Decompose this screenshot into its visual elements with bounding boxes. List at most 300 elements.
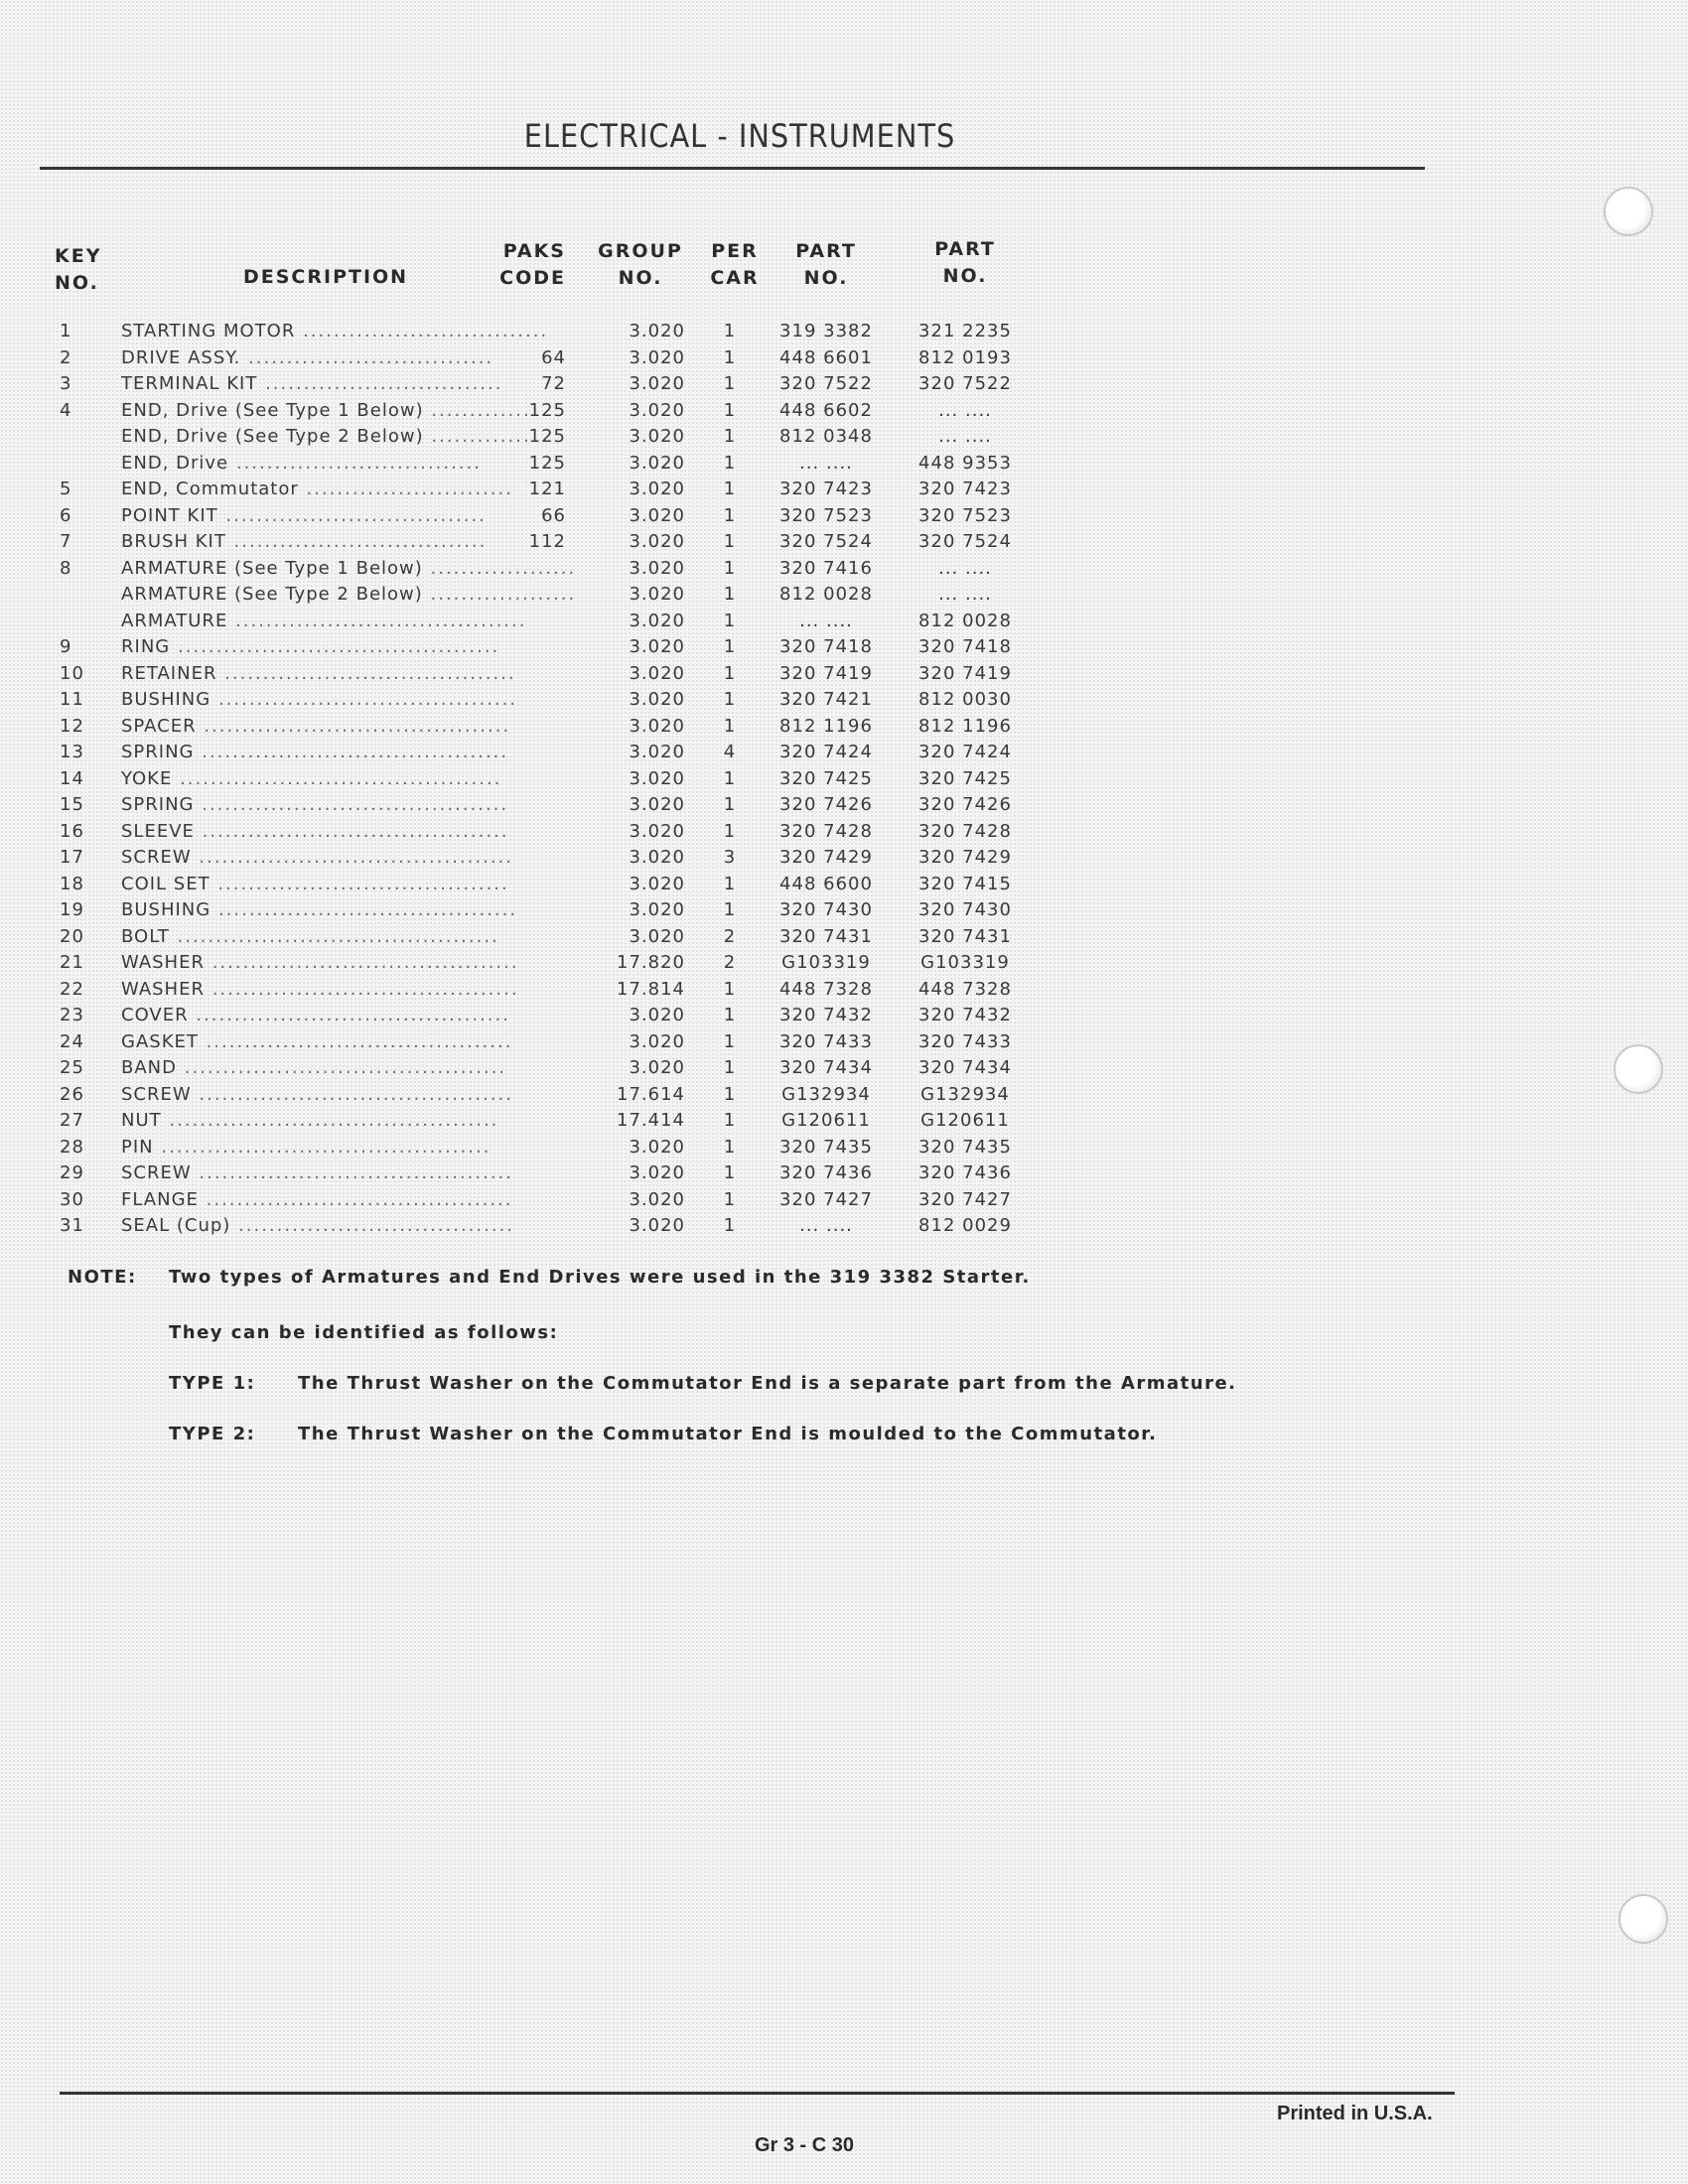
table-row	[0, 844, 1092, 871]
leader-dots: ......................................	[216, 662, 516, 684]
part-number: 320 7430	[779, 899, 873, 920]
key-number: 9	[60, 636, 72, 657]
table-row	[0, 739, 1092, 765]
part-number: 320 7424	[779, 742, 873, 762]
title-rule	[40, 167, 1425, 170]
group-number: 3.020	[629, 321, 685, 341]
description-text: SPRING	[121, 794, 195, 815]
part-number: 320 7433	[779, 1030, 873, 1052]
note-type2-label: TYPE 2:	[169, 1424, 256, 1444]
paks-code: 64	[541, 346, 566, 368]
key-number: 16	[60, 820, 84, 842]
group-number: 3.020	[629, 742, 685, 762]
header-key-line1: KEY	[55, 245, 102, 267]
header-key-line2: NO.	[55, 272, 99, 294]
description-text: BUSHING	[121, 689, 211, 710]
part-number: 448 6602	[779, 399, 873, 421]
description	[121, 713, 538, 740]
table-row	[0, 791, 1092, 818]
note-type1-text: The Thrust Washer on the Commutator End is a separate part from the Armature.	[298, 1373, 1237, 1394]
header-part2-line2: NO.	[942, 265, 988, 287]
leader-dots: ........................................	[204, 952, 519, 973]
group-number: 3.020	[629, 1215, 685, 1236]
per-car: 1	[723, 978, 737, 1000]
header-paks	[487, 238, 566, 292]
description	[121, 581, 577, 608]
description	[121, 397, 538, 424]
part-number: 320 7427	[779, 1188, 873, 1210]
header-part2-line1: PART	[934, 238, 996, 260]
note-line2: They can be identified as follows:	[169, 1322, 559, 1343]
group-number: 3.020	[629, 873, 685, 894]
description-text: POINT KIT	[121, 504, 218, 526]
description-text: ARMATURE (See Type 1 Below)	[121, 557, 423, 579]
description	[121, 871, 538, 897]
paks-code: 125	[528, 426, 566, 447]
key-number: 3	[60, 373, 72, 394]
description	[121, 318, 549, 344]
description-text: WASHER	[121, 952, 205, 973]
description	[121, 633, 538, 660]
group-number: 3.020	[629, 1057, 685, 1078]
per-car: 1	[723, 899, 737, 920]
per-car: 1	[723, 873, 737, 894]
key-number: 21	[60, 952, 84, 973]
part-number: 320 7418	[779, 636, 873, 657]
leader-dots: .......................................	[211, 899, 518, 920]
description	[121, 1054, 538, 1081]
description	[121, 896, 538, 923]
description-text: BRUSH KIT	[121, 531, 226, 552]
note-line1: Two types of Armatures and End Drives were used in the 319 3382 Starter.	[169, 1267, 1031, 1288]
per-car: 1	[723, 478, 737, 499]
key-number: 15	[60, 794, 84, 815]
part-number-alt: 812 0030	[918, 689, 1012, 710]
footer-rule	[60, 2092, 1455, 2095]
part-number-alt: 320 7428	[918, 820, 1012, 842]
leader-dots: ...............................	[257, 373, 503, 394]
description-text: COIL SET	[121, 873, 211, 894]
paks-code: 112	[528, 531, 566, 552]
group-number: 17.414	[617, 1110, 685, 1131]
description	[121, 949, 538, 976]
part-number-alt: 320 7425	[918, 767, 1012, 789]
leader-dots: ........................................	[204, 978, 519, 1000]
key-number: 11	[60, 689, 84, 710]
part-number: 812 1196	[779, 715, 873, 737]
key-number: 14	[60, 767, 84, 789]
description	[121, 555, 577, 582]
description	[121, 1107, 538, 1134]
per-car: 1	[723, 1110, 737, 1131]
part-number-alt: 812 0193	[918, 346, 1012, 368]
per-car: 2	[723, 952, 737, 973]
part-number: 320 7429	[779, 847, 873, 868]
leader-dots: ........................................	[194, 820, 509, 842]
description-text: END, Drive (See Type 2 Below)	[121, 426, 424, 447]
part-number: 320 7425	[779, 767, 873, 789]
leader-dots: ...................	[422, 584, 577, 605]
table-row	[0, 1081, 1092, 1108]
header-key	[55, 243, 124, 297]
per-car: 1	[723, 557, 737, 579]
group-number: 3.020	[629, 399, 685, 421]
part-number-alt: ... ....	[938, 426, 992, 447]
part-number-alt: ... ....	[938, 557, 992, 579]
part-number-alt: ... ....	[938, 584, 992, 605]
group-number: 3.020	[629, 715, 685, 737]
leader-dots: ........................................	[196, 715, 511, 737]
description-text: SPRING	[121, 742, 195, 762]
printed-in-label: Printed in U.S.A.	[1277, 2103, 1433, 2124]
leader-dots: .........................................	[191, 847, 513, 868]
group-number: 3.020	[629, 662, 685, 684]
description-text: STARTING MOTOR	[121, 321, 296, 341]
description	[121, 686, 538, 713]
table-row	[0, 1107, 1092, 1134]
leader-dots: ...........................................	[153, 1136, 492, 1158]
key-number: 10	[60, 662, 84, 684]
part-number: 320 7419	[779, 662, 873, 684]
part-number-alt: ... ....	[938, 399, 992, 421]
part-number: 448 6600	[779, 873, 873, 894]
description	[121, 818, 538, 845]
table-row	[0, 1160, 1092, 1186]
per-car: 1	[723, 373, 737, 394]
table-row	[0, 765, 1092, 792]
key-number: 28	[60, 1136, 84, 1158]
leader-dots: ..........................................	[169, 925, 499, 947]
header-part1-line2: NO.	[803, 267, 849, 289]
leader-dots: .......................................	[211, 689, 518, 710]
header-part2	[915, 236, 1015, 290]
table-row	[0, 896, 1092, 923]
group-number: 17.614	[617, 1083, 685, 1105]
description	[121, 528, 538, 555]
table-row	[0, 1186, 1092, 1213]
key-number: 19	[60, 899, 84, 920]
part-number-alt: 812 0028	[918, 610, 1012, 631]
group-number: 3.020	[629, 767, 685, 789]
part-number-alt: 320 7418	[918, 636, 1012, 657]
key-number: 17	[60, 847, 84, 868]
note-type2-text: The Thrust Washer on the Commutator End is moulded to the Commutator.	[298, 1424, 1158, 1444]
description	[121, 976, 538, 1003]
description-text: BUSHING	[121, 899, 211, 920]
table-row	[0, 713, 1092, 740]
per-car: 1	[723, 1083, 737, 1105]
key-number: 5	[60, 478, 72, 499]
part-number-alt: 320 7432	[918, 1005, 1012, 1025]
table-row	[0, 1002, 1092, 1028]
description-text: END, Commutator	[121, 478, 299, 499]
description-text: END, Drive	[121, 452, 229, 474]
paks-code: 121	[528, 478, 566, 499]
table-row	[0, 608, 1092, 634]
group-number: 3.020	[629, 847, 685, 868]
group-number: 3.020	[629, 925, 685, 947]
leader-dots: .............	[423, 426, 531, 447]
description	[121, 660, 538, 687]
part-number-alt: 448 7328	[918, 978, 1012, 1000]
part-number: 320 7523	[779, 504, 873, 526]
leader-dots: ..................................	[217, 504, 487, 526]
description-text: RETAINER	[121, 662, 217, 684]
description-text: COVER	[121, 1005, 189, 1025]
per-car: 1	[723, 1005, 737, 1025]
binder-hole-middle	[1614, 1044, 1663, 1094]
leader-dots: ...........................	[298, 478, 513, 499]
part-number: ... ....	[799, 1215, 853, 1236]
leader-dots: ..........................................	[172, 767, 502, 789]
part-number-alt: 320 7424	[918, 742, 1012, 762]
part-number-alt: 321 2235	[918, 321, 1012, 341]
table-row	[0, 318, 1092, 344]
table-row	[0, 502, 1092, 529]
table-row	[0, 555, 1092, 582]
note-type1-label: TYPE 1:	[169, 1373, 256, 1394]
header-per	[700, 238, 770, 292]
description-text: END, Drive (See Type 1 Below)	[121, 399, 424, 421]
per-car: 1	[723, 531, 737, 552]
per-car: 1	[723, 399, 737, 421]
description-text: PIN	[121, 1136, 154, 1158]
part-number: 320 7435	[779, 1136, 873, 1158]
per-car: 4	[723, 742, 737, 762]
key-number: 18	[60, 873, 84, 894]
table-row	[0, 423, 1092, 450]
group-number: 3.020	[629, 899, 685, 920]
part-number-alt: 320 7435	[918, 1136, 1012, 1158]
part-number-alt: 320 7524	[918, 531, 1012, 552]
group-number: 3.020	[629, 1188, 685, 1210]
description	[121, 1134, 538, 1160]
part-number: 812 0028	[779, 584, 873, 605]
part-number: 320 7434	[779, 1057, 873, 1078]
key-number: 12	[60, 715, 84, 737]
table-row	[0, 370, 1092, 397]
key-number: 13	[60, 742, 84, 762]
group-number: 3.020	[629, 794, 685, 815]
description-text: ARMATURE	[121, 610, 228, 631]
table-row	[0, 1134, 1092, 1160]
per-car: 3	[723, 847, 737, 868]
paks-code: 125	[528, 452, 566, 474]
key-number: 6	[60, 504, 72, 526]
note-label: NOTE:	[68, 1267, 137, 1288]
page-title: ELECTRICAL - INSTRUMENTS	[523, 117, 956, 155]
description	[121, 608, 538, 634]
group-number: 3.020	[629, 504, 685, 526]
group-number: 3.020	[629, 1005, 685, 1025]
part-number-alt: 320 7430	[918, 899, 1012, 920]
binder-hole-top	[1604, 187, 1653, 236]
per-car: 1	[723, 1057, 737, 1078]
part-number: G103319	[781, 952, 871, 973]
group-number: 3.020	[629, 636, 685, 657]
key-number: 24	[60, 1030, 84, 1052]
key-number: 8	[60, 557, 72, 579]
leader-dots: .............	[423, 399, 531, 421]
leader-dots: ................................	[295, 321, 549, 341]
per-car: 1	[723, 1188, 737, 1210]
description-text: SPACER	[121, 715, 197, 737]
description	[121, 1081, 538, 1108]
group-number: 3.020	[629, 346, 685, 368]
per-car: 1	[723, 504, 737, 526]
header-per-line1: PER	[711, 240, 759, 262]
part-number: 319 3382	[779, 321, 873, 341]
key-number: 7	[60, 531, 72, 552]
part-number-alt: 320 7415	[918, 873, 1012, 894]
part-number-alt: G120611	[920, 1110, 1010, 1131]
description-text: WASHER	[121, 978, 205, 1000]
leader-dots: ........................................	[194, 794, 509, 815]
key-number: 23	[60, 1005, 84, 1025]
per-car: 1	[723, 820, 737, 842]
key-number: 26	[60, 1083, 84, 1105]
leader-dots: .........................................	[188, 1005, 510, 1025]
part-number: 448 6601	[779, 346, 873, 368]
description-text: SCREW	[121, 1083, 192, 1105]
description-text: YOKE	[121, 767, 173, 789]
table-row	[0, 1054, 1092, 1081]
table-row	[0, 686, 1092, 713]
description	[121, 476, 538, 502]
part-number: 320 7431	[779, 925, 873, 947]
part-number-alt: 320 7423	[918, 478, 1012, 499]
leader-dots: ........................................	[198, 1188, 513, 1210]
leader-dots: ......................................	[210, 873, 509, 894]
description-text: SEAL (Cup)	[121, 1215, 231, 1236]
part-number-alt: 320 7436	[918, 1162, 1012, 1183]
part-number: 320 7421	[779, 689, 873, 710]
table-row	[0, 1212, 1092, 1239]
group-number: 3.020	[629, 478, 685, 499]
table-row	[0, 660, 1092, 687]
table-row	[0, 476, 1092, 502]
per-car: 1	[723, 636, 737, 657]
group-number: 3.020	[629, 531, 685, 552]
paks-code: 125	[528, 399, 566, 421]
description-text: DRIVE ASSY.	[121, 346, 241, 368]
header-group-line1: GROUP	[598, 240, 683, 262]
per-car: 1	[723, 794, 737, 815]
description	[121, 344, 538, 371]
table-row	[0, 397, 1092, 424]
description-text: BAND	[121, 1057, 177, 1078]
per-car: 1	[723, 1215, 737, 1236]
header-paks-line1: PAKS	[502, 240, 566, 262]
table-row	[0, 1028, 1092, 1055]
group-number: 3.020	[629, 610, 685, 631]
per-car: 1	[723, 767, 737, 789]
leader-dots: ................................	[240, 346, 494, 368]
part-number-alt: G132934	[920, 1083, 1010, 1105]
per-car: 1	[723, 1162, 737, 1183]
description-text: NUT	[121, 1110, 162, 1131]
part-number: 448 7328	[779, 978, 873, 1000]
group-number: 17.820	[617, 952, 685, 973]
description-text: SLEEVE	[121, 820, 195, 842]
per-car: 1	[723, 1136, 737, 1158]
part-number-alt: 320 7426	[918, 794, 1012, 815]
group-number: 3.020	[629, 1162, 685, 1183]
header-group	[591, 238, 690, 292]
description-text: GASKET	[121, 1030, 199, 1052]
header-group-line2: NO.	[618, 267, 663, 289]
part-number: G132934	[781, 1083, 871, 1105]
leader-dots: ...................	[422, 557, 577, 579]
part-number-alt: 320 7431	[918, 925, 1012, 947]
table-row	[0, 633, 1092, 660]
description	[121, 1212, 538, 1239]
page-number: Gr 3 - C 30	[754, 2134, 855, 2156]
part-number-alt: G103319	[920, 952, 1010, 973]
part-number: 320 7428	[779, 820, 873, 842]
paks-code: 66	[541, 504, 566, 526]
part-number-alt: 812 1196	[918, 715, 1012, 737]
group-number: 3.020	[629, 557, 685, 579]
description	[121, 1002, 538, 1028]
description-text: FLANGE	[121, 1188, 199, 1210]
description-text: SCREW	[121, 1162, 192, 1183]
leader-dots: .........................................	[191, 1162, 513, 1183]
group-number: 3.020	[629, 584, 685, 605]
table-row	[0, 528, 1092, 555]
table-row	[0, 581, 1092, 608]
part-number: 320 7426	[779, 794, 873, 815]
per-car: 1	[723, 1030, 737, 1052]
part-number-alt: 320 7433	[918, 1030, 1012, 1052]
per-car: 1	[723, 426, 737, 447]
part-number-alt: 320 7429	[918, 847, 1012, 868]
leader-dots: ................................	[228, 452, 482, 474]
description	[121, 370, 538, 397]
key-number: 25	[60, 1057, 84, 1078]
key-number: 1	[60, 321, 72, 341]
leader-dots: ....................................	[230, 1215, 515, 1236]
table-row	[0, 976, 1092, 1003]
per-car: 1	[723, 715, 737, 737]
group-number: 3.020	[629, 689, 685, 710]
description	[121, 739, 538, 765]
description	[121, 1186, 538, 1213]
per-car: 1	[723, 452, 737, 474]
per-car: 1	[723, 662, 737, 684]
key-number: 4	[60, 399, 72, 421]
key-number: 27	[60, 1110, 84, 1131]
description	[121, 923, 538, 950]
table-row	[0, 871, 1092, 897]
paks-code: 72	[541, 373, 566, 394]
part-number: G120611	[781, 1110, 871, 1131]
table-row	[0, 344, 1092, 371]
table-row	[0, 923, 1092, 950]
per-car: 1	[723, 321, 737, 341]
header-part1-line1: PART	[795, 240, 857, 262]
part-number-alt: 320 7419	[918, 662, 1012, 684]
part-number: 320 7432	[779, 1005, 873, 1025]
part-number: 812 0348	[779, 426, 873, 447]
header-part1	[776, 238, 876, 292]
part-number: ... ....	[799, 610, 853, 631]
part-number: 320 7522	[779, 373, 873, 394]
key-number: 31	[60, 1215, 84, 1236]
leader-dots: .................................	[225, 531, 488, 552]
part-number: 320 7423	[779, 478, 873, 499]
key-number: 29	[60, 1162, 84, 1183]
